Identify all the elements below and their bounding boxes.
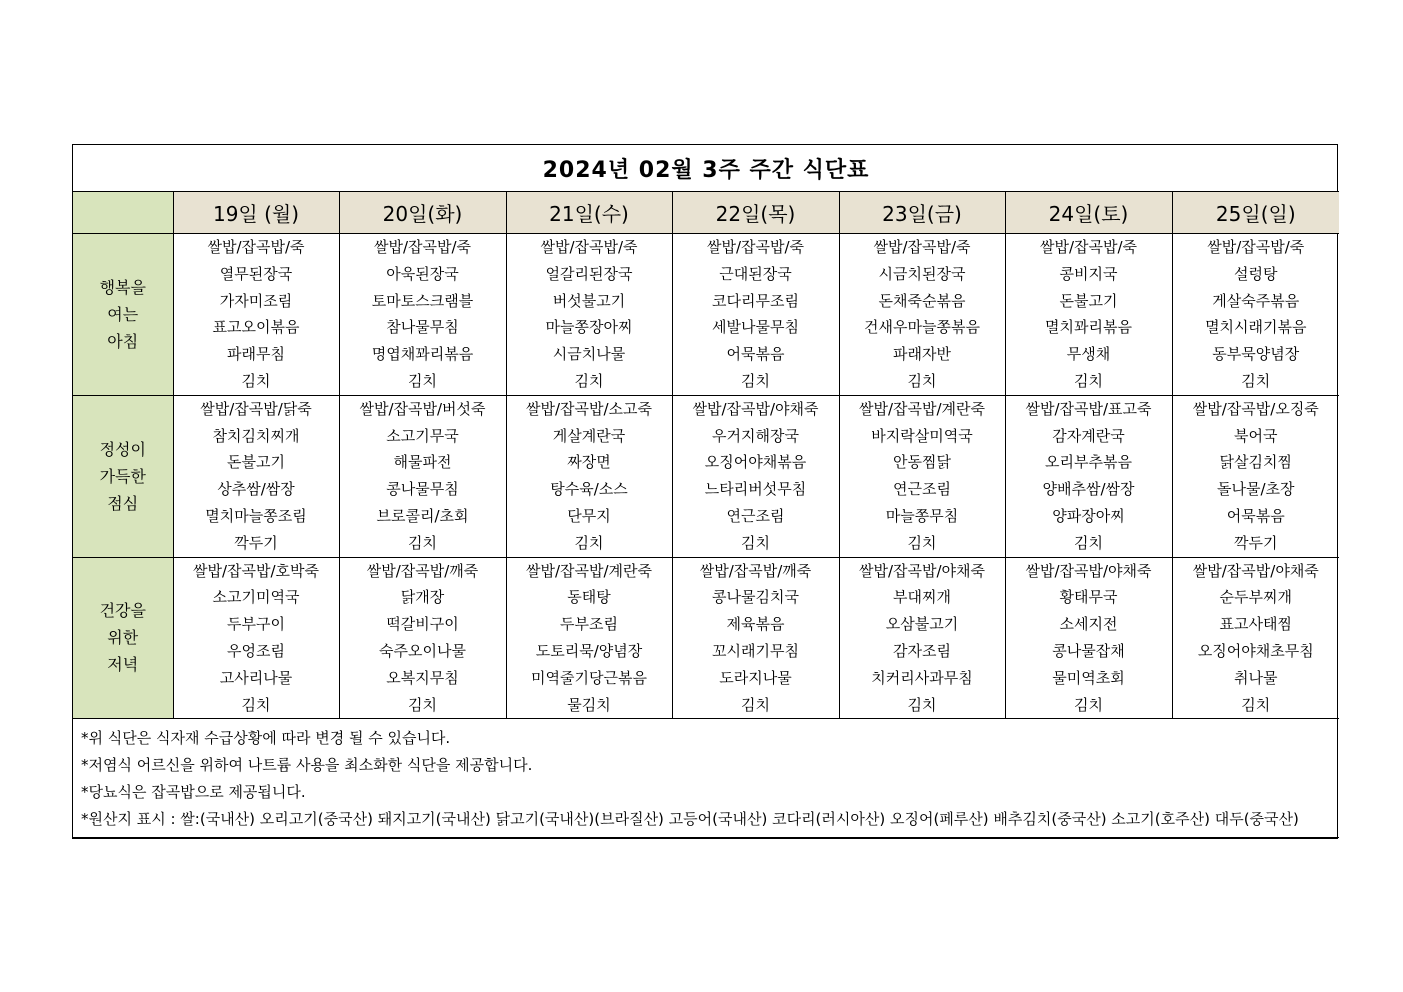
dish-item: 명엽채꽈리볶음 — [371, 345, 474, 364]
dish-item: 양파장아찌 — [1052, 506, 1125, 525]
dish-item: 김치 — [1074, 695, 1103, 714]
menu-cell — [1172, 557, 1339, 719]
dish-item: 무생채 — [1066, 345, 1111, 364]
dish-item: 콩나물잡채 — [1052, 641, 1125, 660]
day-header: 21일(수) — [506, 192, 672, 234]
meal-label-line: 행복을 — [99, 277, 146, 297]
dish-item: 김치 — [1241, 695, 1271, 714]
dish-list — [1173, 234, 1340, 395]
dish-item: 오징어야채볶음 — [704, 453, 807, 472]
dish-item: 두부조림 — [560, 615, 618, 634]
dish-item: 쌀밥/잡곡밥/계란죽 — [858, 399, 986, 418]
day-header: 22일(목) — [672, 192, 839, 234]
menu-cell — [1005, 557, 1172, 719]
dish-item: 김치 — [574, 533, 604, 552]
menu-cell — [506, 234, 672, 396]
dish-item: 미역줄기당근볶음 — [531, 668, 647, 687]
meal-label-line: 아침 — [107, 331, 139, 351]
dish-item: 도토리묵/양념장 — [535, 641, 643, 660]
menu-table — [73, 145, 1339, 838]
dish-item: 김치 — [408, 695, 437, 714]
dish-item: 짜장면 — [567, 453, 611, 472]
dish-item: 쌀밥/잡곡밥/계란죽 — [525, 561, 653, 580]
dish-item: 쌀밥/잡곡밥/오징죽 — [1192, 399, 1319, 418]
note-line: *저염식 어르신을 위하여 나트륨 사용을 최소화한 식단을 제공합니다. — [81, 756, 533, 775]
dish-item: 닭살김치찜 — [1219, 453, 1292, 472]
dish-item: 쌀밥/잡곡밥/야채죽 — [692, 399, 819, 418]
day-header: 19일 (월) — [173, 192, 339, 234]
dish-item: 북어국 — [1234, 426, 1278, 445]
menu-cell — [506, 557, 672, 719]
note-line: *원산지 표시 : 쌀:(국내산) 오리고기(중국산) 돼지고기(국내산) 닭고기(국내산)(브라질산) 고등어(국내산) 코다리(러시아산) 오징어(페루산) 배추김치(중국산) 소고기(호주산) 대두(중국산) — [81, 810, 1299, 829]
dish-item: 김치 — [408, 533, 437, 552]
dish-item: 파래자반 — [893, 345, 951, 364]
dish-item: 참나물무침 — [386, 318, 459, 337]
dish-list — [1173, 396, 1340, 557]
dish-item: 세발나물무침 — [712, 318, 799, 337]
meal-row — [73, 557, 1339, 719]
dish-item: 게살계란국 — [552, 426, 626, 445]
dish-item: 참치김치찌개 — [212, 426, 300, 445]
meal-label-line: 가득한 — [99, 466, 146, 486]
dish-item: 쌀밥/잡곡밥/닭죽 — [200, 399, 312, 418]
dish-item: 김치 — [741, 533, 770, 552]
dish-item: 김치 — [1074, 533, 1103, 552]
dish-list — [1006, 558, 1172, 719]
dish-item: 마늘쫑장아찌 — [545, 318, 633, 337]
notes-section — [73, 719, 1339, 838]
dish-item: 멸치마늘쫑조림 — [205, 506, 307, 525]
dish-item: 쌀밥/잡곡밥/소고죽 — [525, 399, 653, 418]
dish-list — [340, 234, 506, 395]
dish-item: 쌀밥/잡곡밥/죽 — [706, 238, 805, 256]
note-line: *당뇨식은 잡곡밥으로 제공됩니다. — [81, 783, 306, 802]
dish-item: 표고오이볶음 — [212, 318, 300, 337]
meal-label-line: 저녁 — [107, 655, 139, 675]
dish-item: 김치 — [574, 371, 604, 390]
dish-item: 쌀밥/잡곡밥/야채죽 — [858, 561, 986, 580]
dish-item: 김치 — [741, 371, 770, 390]
menu-cell — [339, 234, 506, 396]
menu-cell — [173, 234, 339, 396]
menu-cell — [1172, 395, 1339, 557]
meal-row — [73, 395, 1339, 557]
dish-item: 토마토스크램블 — [371, 291, 474, 310]
dish-item: 느타리버섯무침 — [704, 480, 807, 499]
dish-list — [673, 234, 839, 395]
dish-item: 쌀밥/잡곡밥/죽 — [540, 238, 638, 256]
dish-item: 어묵볶음 — [1226, 506, 1285, 525]
dish-item: 파래무침 — [227, 345, 285, 364]
menu-cell — [839, 234, 1005, 396]
meal-label — [73, 557, 173, 719]
menu-cell — [1005, 234, 1172, 396]
dish-item: 건새우마늘쫑볶음 — [864, 318, 980, 337]
dish-item: 동부묵양념장 — [1212, 345, 1300, 364]
day-header: 23일(금) — [839, 192, 1005, 234]
dish-item: 표고사태찜 — [1219, 615, 1292, 634]
day-header: 24일(토) — [1005, 192, 1172, 234]
dish-item: 쌀밥/잡곡밥/죽 — [207, 238, 305, 256]
dish-item: 시금치된장국 — [878, 264, 966, 283]
dish-item: 감자계란국 — [1052, 426, 1125, 445]
header-corner — [73, 192, 173, 234]
menu-cell — [173, 395, 339, 557]
dish-list — [174, 558, 339, 719]
dish-item: 쌀밥/잡곡밥/표고죽 — [1025, 399, 1152, 418]
meal-label-line: 여는 — [107, 304, 139, 324]
dish-item: 돌나물/초장 — [1217, 480, 1295, 499]
dish-list — [174, 396, 339, 557]
dish-item: 아욱된장국 — [386, 264, 459, 283]
dish-item: 마늘쫑무침 — [885, 506, 959, 525]
menu-cell — [506, 395, 672, 557]
dish-item: 멸치꽈리볶음 — [1045, 318, 1132, 337]
dish-item: 얼갈리된장국 — [545, 264, 633, 283]
dish-list — [673, 558, 839, 719]
dish-item: 오징어야채초무침 — [1197, 641, 1314, 660]
dish-item: 고사리나물 — [219, 668, 293, 687]
dish-item: 연근조림 — [726, 506, 785, 525]
day-header: 25일(일) — [1172, 192, 1339, 234]
dish-item: 멸치시래기볶음 — [1205, 318, 1307, 337]
dish-item: 상추쌈/쌈장 — [217, 480, 295, 499]
dish-list — [174, 234, 339, 395]
dish-item: 소고기무국 — [386, 426, 459, 445]
dish-item: 게살숙주볶음 — [1212, 291, 1300, 310]
dish-list — [340, 396, 506, 557]
meal-label-line: 점심 — [107, 493, 139, 513]
dish-item: 쌀밥/잡곡밥/죽 — [1207, 238, 1305, 256]
dish-item: 코다리무조림 — [712, 291, 799, 310]
meal-label-line: 정성이 — [99, 439, 146, 459]
dish-item: 쌀밥/잡곡밥/호박죽 — [192, 561, 320, 580]
dish-item: 돈불고기 — [227, 453, 285, 472]
menu-cell — [1172, 234, 1339, 396]
dish-item: 단무지 — [567, 506, 611, 525]
dish-item: 쌀밥/잡곡밥/죽 — [373, 238, 472, 256]
menu-cell — [672, 395, 839, 557]
dish-item: 쌀밥/잡곡밥/깨죽 — [366, 561, 479, 580]
dish-item: 쌀밥/잡곡밥/야채죽 — [1192, 561, 1319, 580]
dish-list — [1006, 234, 1172, 395]
dish-item: 김치 — [741, 695, 770, 714]
dish-item: 설렁탕 — [1234, 264, 1278, 283]
dish-item: 바지락살미역국 — [871, 426, 973, 445]
dish-item: 양배추쌈/쌈장 — [1042, 480, 1135, 499]
menu-cell — [1005, 395, 1172, 557]
dish-item: 김치 — [1241, 371, 1271, 390]
dish-list — [1173, 558, 1340, 719]
dish-list — [507, 234, 672, 395]
dish-list — [507, 558, 672, 719]
dish-item: 쌀밥/잡곡밥/야채죽 — [1025, 561, 1152, 580]
meal-label — [73, 395, 173, 557]
dish-item: 근대된장국 — [719, 264, 792, 283]
day-header: 20일(화) — [339, 192, 506, 234]
dish-item: 부대찌개 — [893, 588, 951, 607]
dish-item: 황태무국 — [1059, 588, 1118, 607]
dish-item: 물김치 — [567, 695, 611, 714]
dish-item: 깍두기 — [234, 533, 278, 552]
meal-row — [73, 234, 1339, 396]
dish-list — [340, 558, 506, 719]
dish-item: 쌀밥/잡곡밥/죽 — [1039, 238, 1138, 256]
meal-label — [73, 234, 173, 396]
dish-item: 취나물 — [1234, 668, 1278, 687]
meal-label-line: 건강을 — [99, 601, 146, 621]
dish-item: 두부구이 — [227, 615, 285, 634]
dish-item: 돈채죽순볶음 — [878, 291, 966, 310]
dish-list — [507, 396, 672, 557]
dish-item: 김치 — [907, 371, 937, 390]
menu-cell — [339, 395, 506, 557]
dish-item: 김치 — [907, 695, 937, 714]
dish-item: 열무된장국 — [219, 264, 293, 283]
weekly-menu-sheet — [72, 144, 1338, 839]
menu-cell — [173, 557, 339, 719]
dish-item: 어묵볶음 — [726, 345, 785, 364]
dish-item: 치커리사과무침 — [871, 668, 973, 687]
dish-item: 순두부찌개 — [1219, 588, 1292, 607]
menu-cell — [672, 557, 839, 719]
meal-label-line: 위한 — [107, 628, 139, 648]
dish-item: 콩나물무침 — [386, 480, 459, 499]
dish-item: 김치 — [408, 371, 437, 390]
dish-item: 쌀밥/잡곡밥/죽 — [873, 238, 971, 256]
dish-item: 돈불고기 — [1059, 291, 1118, 310]
dish-item: 김치 — [1074, 371, 1103, 390]
dish-item: 쌀밥/잡곡밥/버섯죽 — [359, 399, 486, 418]
dish-item: 꼬시래기무침 — [712, 641, 799, 660]
dish-item: 감자조림 — [893, 641, 951, 660]
dish-item: 동태탕 — [567, 588, 611, 607]
dish-list — [673, 396, 839, 557]
dish-item: 김치 — [907, 533, 937, 552]
dish-item: 물미역초회 — [1052, 668, 1125, 687]
dish-list — [840, 558, 1005, 719]
dish-item: 우엉조림 — [227, 641, 285, 660]
dish-item: 오삼불고기 — [885, 615, 959, 634]
dish-item: 오복지무침 — [386, 668, 459, 687]
menu-cell — [672, 234, 839, 396]
dish-item: 안동찜닭 — [893, 453, 951, 472]
dish-item: 김치 — [241, 371, 271, 390]
menu-title: 2024년 02월 3주 주간 식단표 — [73, 145, 1339, 192]
dish-list — [840, 234, 1005, 395]
dish-item: 콩비지국 — [1059, 264, 1118, 283]
dish-item: 떡갈비구이 — [386, 615, 459, 634]
dish-item: 제육볶음 — [726, 615, 785, 634]
menu-cell — [839, 395, 1005, 557]
note-line: *위 식단은 식자재 수급상황에 따라 변경 될 수 있습니다. — [81, 729, 451, 748]
dish-item: 연근조림 — [893, 480, 951, 499]
dish-item: 오리부추볶음 — [1045, 453, 1132, 472]
dish-item: 닭개장 — [400, 588, 445, 607]
dish-item: 시금치나물 — [552, 345, 626, 364]
dish-item: 쌀밥/잡곡밥/깨죽 — [699, 561, 812, 580]
dish-item: 탕수육/소스 — [550, 480, 628, 499]
dish-list — [840, 396, 1005, 557]
menu-cell — [339, 557, 506, 719]
dish-item: 해물파전 — [393, 453, 452, 472]
dish-item: 숙주오이나물 — [379, 641, 466, 660]
dish-list — [1006, 396, 1172, 557]
menu-cell — [839, 557, 1005, 719]
dish-item: 깍두기 — [1234, 533, 1278, 552]
dish-item: 가자미조림 — [219, 291, 293, 310]
dish-item: 브로콜리/초회 — [376, 506, 469, 525]
dish-item: 김치 — [241, 695, 271, 714]
dish-item: 도라지나물 — [719, 668, 792, 687]
dish-item: 소세지전 — [1059, 615, 1118, 634]
dish-item: 우거지해장국 — [712, 426, 799, 445]
dish-item: 콩나물김치국 — [712, 588, 799, 607]
dish-item: 소고기미역국 — [212, 588, 300, 607]
dish-item: 버섯불고기 — [552, 291, 626, 310]
